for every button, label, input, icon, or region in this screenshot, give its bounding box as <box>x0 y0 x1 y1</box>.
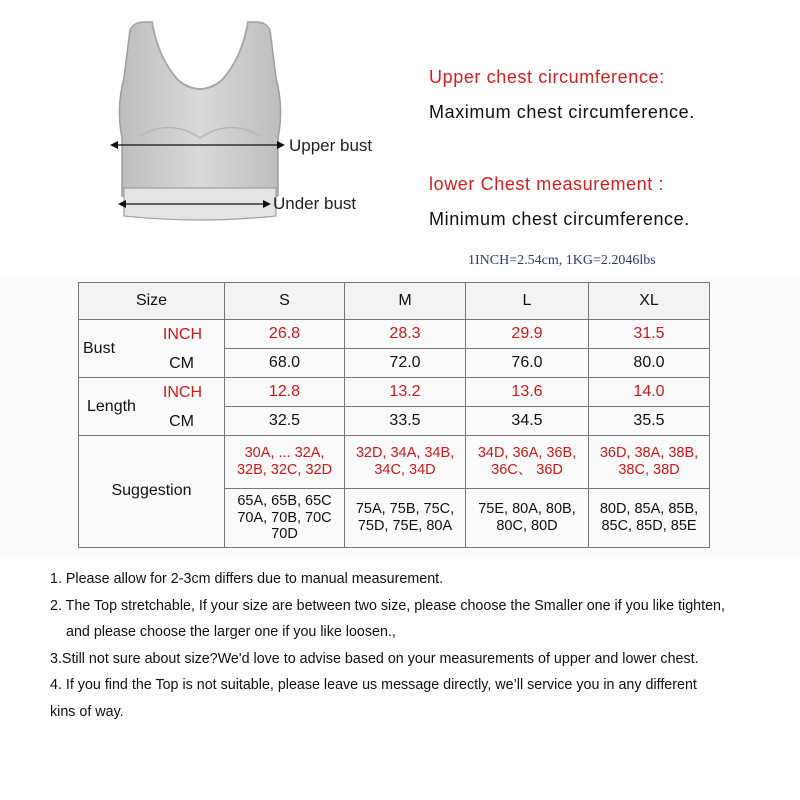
bust-label: Bust <box>83 340 116 357</box>
suggestion-line: 32B, 32C, 32D <box>236 462 333 478</box>
length-inch-unit: INCH <box>162 384 202 401</box>
note-line: kins of way. <box>50 703 124 720</box>
length-cm-row <box>79 407 710 436</box>
table-header-row <box>79 283 710 320</box>
bust-inch-label-cell <box>79 320 225 357</box>
bust-inch-row <box>79 320 710 349</box>
bust-cm-row <box>79 349 710 378</box>
table-cell <box>345 436 466 489</box>
length-cm-label-cell <box>79 407 225 436</box>
note-line: 1. Please allow for 2-3cm differs due to manual measurement. <box>50 571 444 587</box>
table-cell: 12.8 <box>225 378 345 407</box>
table-cell: 72.0 <box>345 349 466 378</box>
suggestion-line: 85C, 85D, 85E <box>601 518 697 534</box>
note-line: 2. The Top stretchable, If your size are between two size, please choose the Smaller one if you like tighten, <box>50 597 725 614</box>
suggestion-line: 75E, 80A, 80B, <box>478 501 576 518</box>
suggestion-line: 80D, 85A, 85B, <box>599 501 699 518</box>
upper-chest-title: Upper chest circumference: <box>429 67 665 87</box>
length-label: Length <box>87 398 136 415</box>
table-cell <box>589 489 710 548</box>
upper-chest-text: Maximum chest circumference. <box>429 102 695 122</box>
upper-bust-label: Upper bust <box>289 136 373 155</box>
suggestion-line: 34D, 36A, 36B, <box>477 445 577 462</box>
table-cell: 31.5 <box>589 320 710 349</box>
upper-bust-arrow <box>110 138 285 152</box>
table-cell: 29.9 <box>466 320 589 349</box>
table-cell <box>345 489 466 548</box>
bust-cm-unit: CM <box>169 355 194 372</box>
suggestion-line: 75D, 75E, 80A <box>357 518 453 534</box>
table-cell <box>225 489 345 548</box>
suggestion-line: 32D, 34A, 34B, <box>355 445 455 462</box>
suggestion-line: 36D, 38A, 38B, <box>599 445 699 462</box>
under-bust-arrow <box>118 197 271 211</box>
table-cell <box>466 436 589 489</box>
table-cell: 76.0 <box>466 349 589 378</box>
length-inch-label-cell <box>79 378 225 415</box>
table-cell <box>466 489 589 548</box>
unit-conversion: 1INCH=2.54cm, 1KG=2.2046lbs <box>468 253 656 268</box>
suggestion-line: 38C, 38D <box>618 462 680 478</box>
suggestion-line: 70A, 70B, 70C <box>237 509 332 526</box>
suggestion-line: 75A, 75B, 75C, <box>355 501 455 518</box>
suggestion-line: 36C、 36D <box>491 462 563 478</box>
table-cell <box>225 436 345 489</box>
note-line: 4. If you find the Top is not suitable, please leave us message directly, we’ll service you in any different <box>50 677 697 693</box>
bust-inch-unit: INCH <box>162 326 202 343</box>
size-m-header: M <box>345 283 466 320</box>
table-cell: 13.2 <box>345 378 466 407</box>
suggestion-label: Suggestion <box>79 436 225 548</box>
lower-chest-text: Minimum chest circumference. <box>429 209 690 229</box>
lower-chest-title: lower Chest measurement : <box>429 174 665 194</box>
table-cell: 35.5 <box>589 407 710 436</box>
suggestion-line: 30A, ... 32A, <box>244 445 325 462</box>
table-cell: 34.5 <box>466 407 589 436</box>
size-xl-header: XL <box>589 283 710 320</box>
under-bust-label: Under bust <box>273 194 357 213</box>
bust-cm-label-cell <box>79 349 225 378</box>
table-cell: 32.5 <box>225 407 345 436</box>
suggestion-line: 65A, 65B, 65C <box>237 492 332 509</box>
table-cell <box>589 436 710 489</box>
table-cell: 68.0 <box>225 349 345 378</box>
table-cell: 28.3 <box>345 320 466 349</box>
notes-section <box>50 566 780 725</box>
size-header: Size <box>79 283 225 320</box>
length-inch-row <box>79 378 710 407</box>
suggestion-line: 80C, 80D <box>496 518 558 534</box>
note-line: and please choose the larger one if you like loosen., <box>66 624 396 640</box>
size-s-header: S <box>225 283 345 320</box>
length-cm-unit: CM <box>169 413 194 430</box>
table-cell: 26.8 <box>225 320 345 349</box>
size-l-header: L <box>466 283 589 320</box>
suggestion-line: 70D <box>271 526 298 543</box>
table-cell: 14.0 <box>589 378 710 407</box>
table-cell: 13.6 <box>466 378 589 407</box>
note-line: 3.Still not sure about size?We'd love to advise based on your measurements of upper and lower chest. <box>50 650 699 667</box>
suggestion-line: 34C, 34D <box>374 462 436 478</box>
table-cell: 80.0 <box>589 349 710 378</box>
table-cell: 33.5 <box>345 407 466 436</box>
size-chart-table <box>78 282 710 548</box>
suggestion-red-row <box>79 436 710 489</box>
